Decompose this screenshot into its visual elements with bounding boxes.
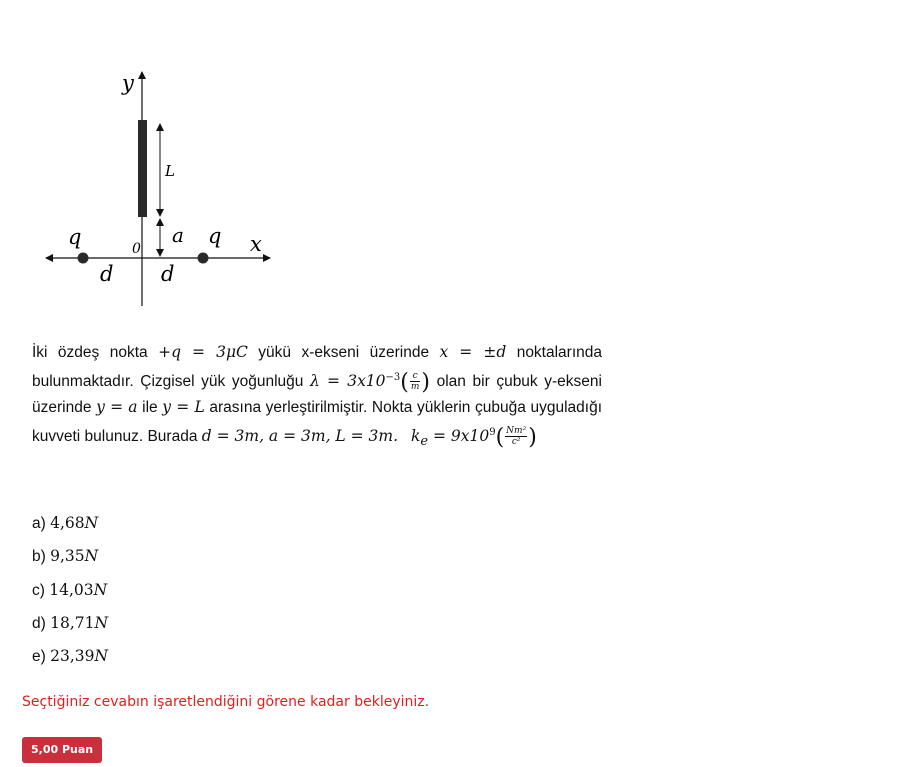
unit-numerator: c bbox=[410, 371, 421, 382]
option-letter: a) bbox=[32, 515, 46, 532]
option-e[interactable] bbox=[32, 643, 108, 676]
coulomb-k: k bbox=[410, 426, 421, 445]
origin-label: 0 bbox=[132, 241, 141, 257]
charge-expression: +q = 3μC bbox=[158, 343, 248, 361]
option-d[interactable] bbox=[32, 610, 108, 643]
left-distance-label: d bbox=[100, 262, 114, 286]
coulomb-base: 9x10 bbox=[450, 426, 490, 445]
coulomb-constant-value: $9x10^9$( $\frac{\text{Nm²}}{\text{c²}}$ ) bbox=[450, 424, 537, 450]
question-text-part: yükü x-ekseni üzerinde bbox=[247, 344, 440, 361]
option-a[interactable] bbox=[32, 510, 108, 543]
question-text-part: İki özdeş nokta bbox=[32, 344, 159, 361]
right-distance-label: d bbox=[161, 262, 175, 286]
unit-denominator: m bbox=[410, 382, 420, 393]
option-unit: N bbox=[94, 647, 109, 666]
coulomb-exponent: 9 bbox=[489, 426, 496, 438]
x-axis-label: x bbox=[250, 232, 262, 256]
option-unit: N bbox=[93, 580, 108, 599]
length-label: L bbox=[165, 162, 175, 180]
option-value: 14,03 bbox=[49, 580, 94, 599]
unit-numerator: Nm² bbox=[506, 426, 527, 437]
right-charge-label: q bbox=[208, 224, 222, 248]
question-figure bbox=[40, 66, 280, 316]
points-badge: 5,00 Puan bbox=[22, 737, 102, 763]
option-c[interactable] bbox=[32, 577, 108, 610]
question-text-part: arasına yerleştirilmiştir. Nokta yüklerin çubuğa uyguladığı kuvveti bulunuz. Burada bbox=[32, 399, 603, 445]
coulomb-constant-symbol bbox=[410, 426, 451, 449]
charge-density-expression: $\lambda = 3x10^{-3}$( $\frac{c}{m}$ ) bbox=[309, 369, 431, 395]
option-b[interactable] bbox=[32, 543, 108, 576]
right-charge bbox=[198, 253, 209, 264]
option-unit: N bbox=[94, 613, 109, 632]
given-values-expression: d = 3m, a = 3m, L = 3m. bbox=[201, 426, 399, 445]
coulomb-subscript: e bbox=[420, 433, 429, 449]
option-value: 9,35 bbox=[50, 547, 85, 566]
question-text-part: ile bbox=[137, 399, 163, 417]
gap-label: a bbox=[172, 223, 184, 247]
question-text-part: olan bir çubuk y-ekseni üzerinde bbox=[32, 372, 602, 417]
rod-end-expression: y = L bbox=[162, 398, 205, 417]
status-message: Seçtiğiniz cevabın işaretlendiğini görene kadar bekleyiniz. bbox=[22, 694, 430, 710]
left-charge bbox=[78, 253, 89, 264]
unit-denominator: c² bbox=[511, 437, 521, 448]
position-expression: x = ±d bbox=[439, 343, 507, 361]
option-value: 18,71 bbox=[50, 613, 95, 632]
charge-diagram bbox=[40, 66, 280, 316]
option-unit: N bbox=[84, 547, 99, 566]
left-charge-label: q bbox=[68, 225, 82, 249]
question-text bbox=[32, 340, 602, 454]
rod-start-expression: y = a bbox=[96, 398, 138, 417]
equals-sign: = bbox=[428, 426, 451, 445]
option-value: 4,68 bbox=[50, 514, 85, 532]
answer-options bbox=[32, 510, 108, 676]
option-letter: c) bbox=[32, 581, 45, 599]
charged-rod bbox=[138, 120, 147, 217]
charge-density-unit bbox=[410, 371, 421, 392]
option-letter: e) bbox=[32, 648, 46, 666]
option-unit: N bbox=[84, 514, 99, 532]
question-text-part: noktalarında bulunmaktadır. Çizgisel yük yoğunluğu bbox=[32, 344, 603, 390]
y-axis-label: y bbox=[122, 71, 134, 95]
option-letter: b) bbox=[32, 548, 46, 566]
charge-density-base: λ = 3x10 bbox=[309, 371, 386, 390]
option-value: 23,39 bbox=[50, 647, 95, 666]
charge-density-exponent: −3 bbox=[385, 371, 401, 383]
coulomb-unit bbox=[505, 426, 527, 447]
option-letter: d) bbox=[32, 614, 46, 632]
